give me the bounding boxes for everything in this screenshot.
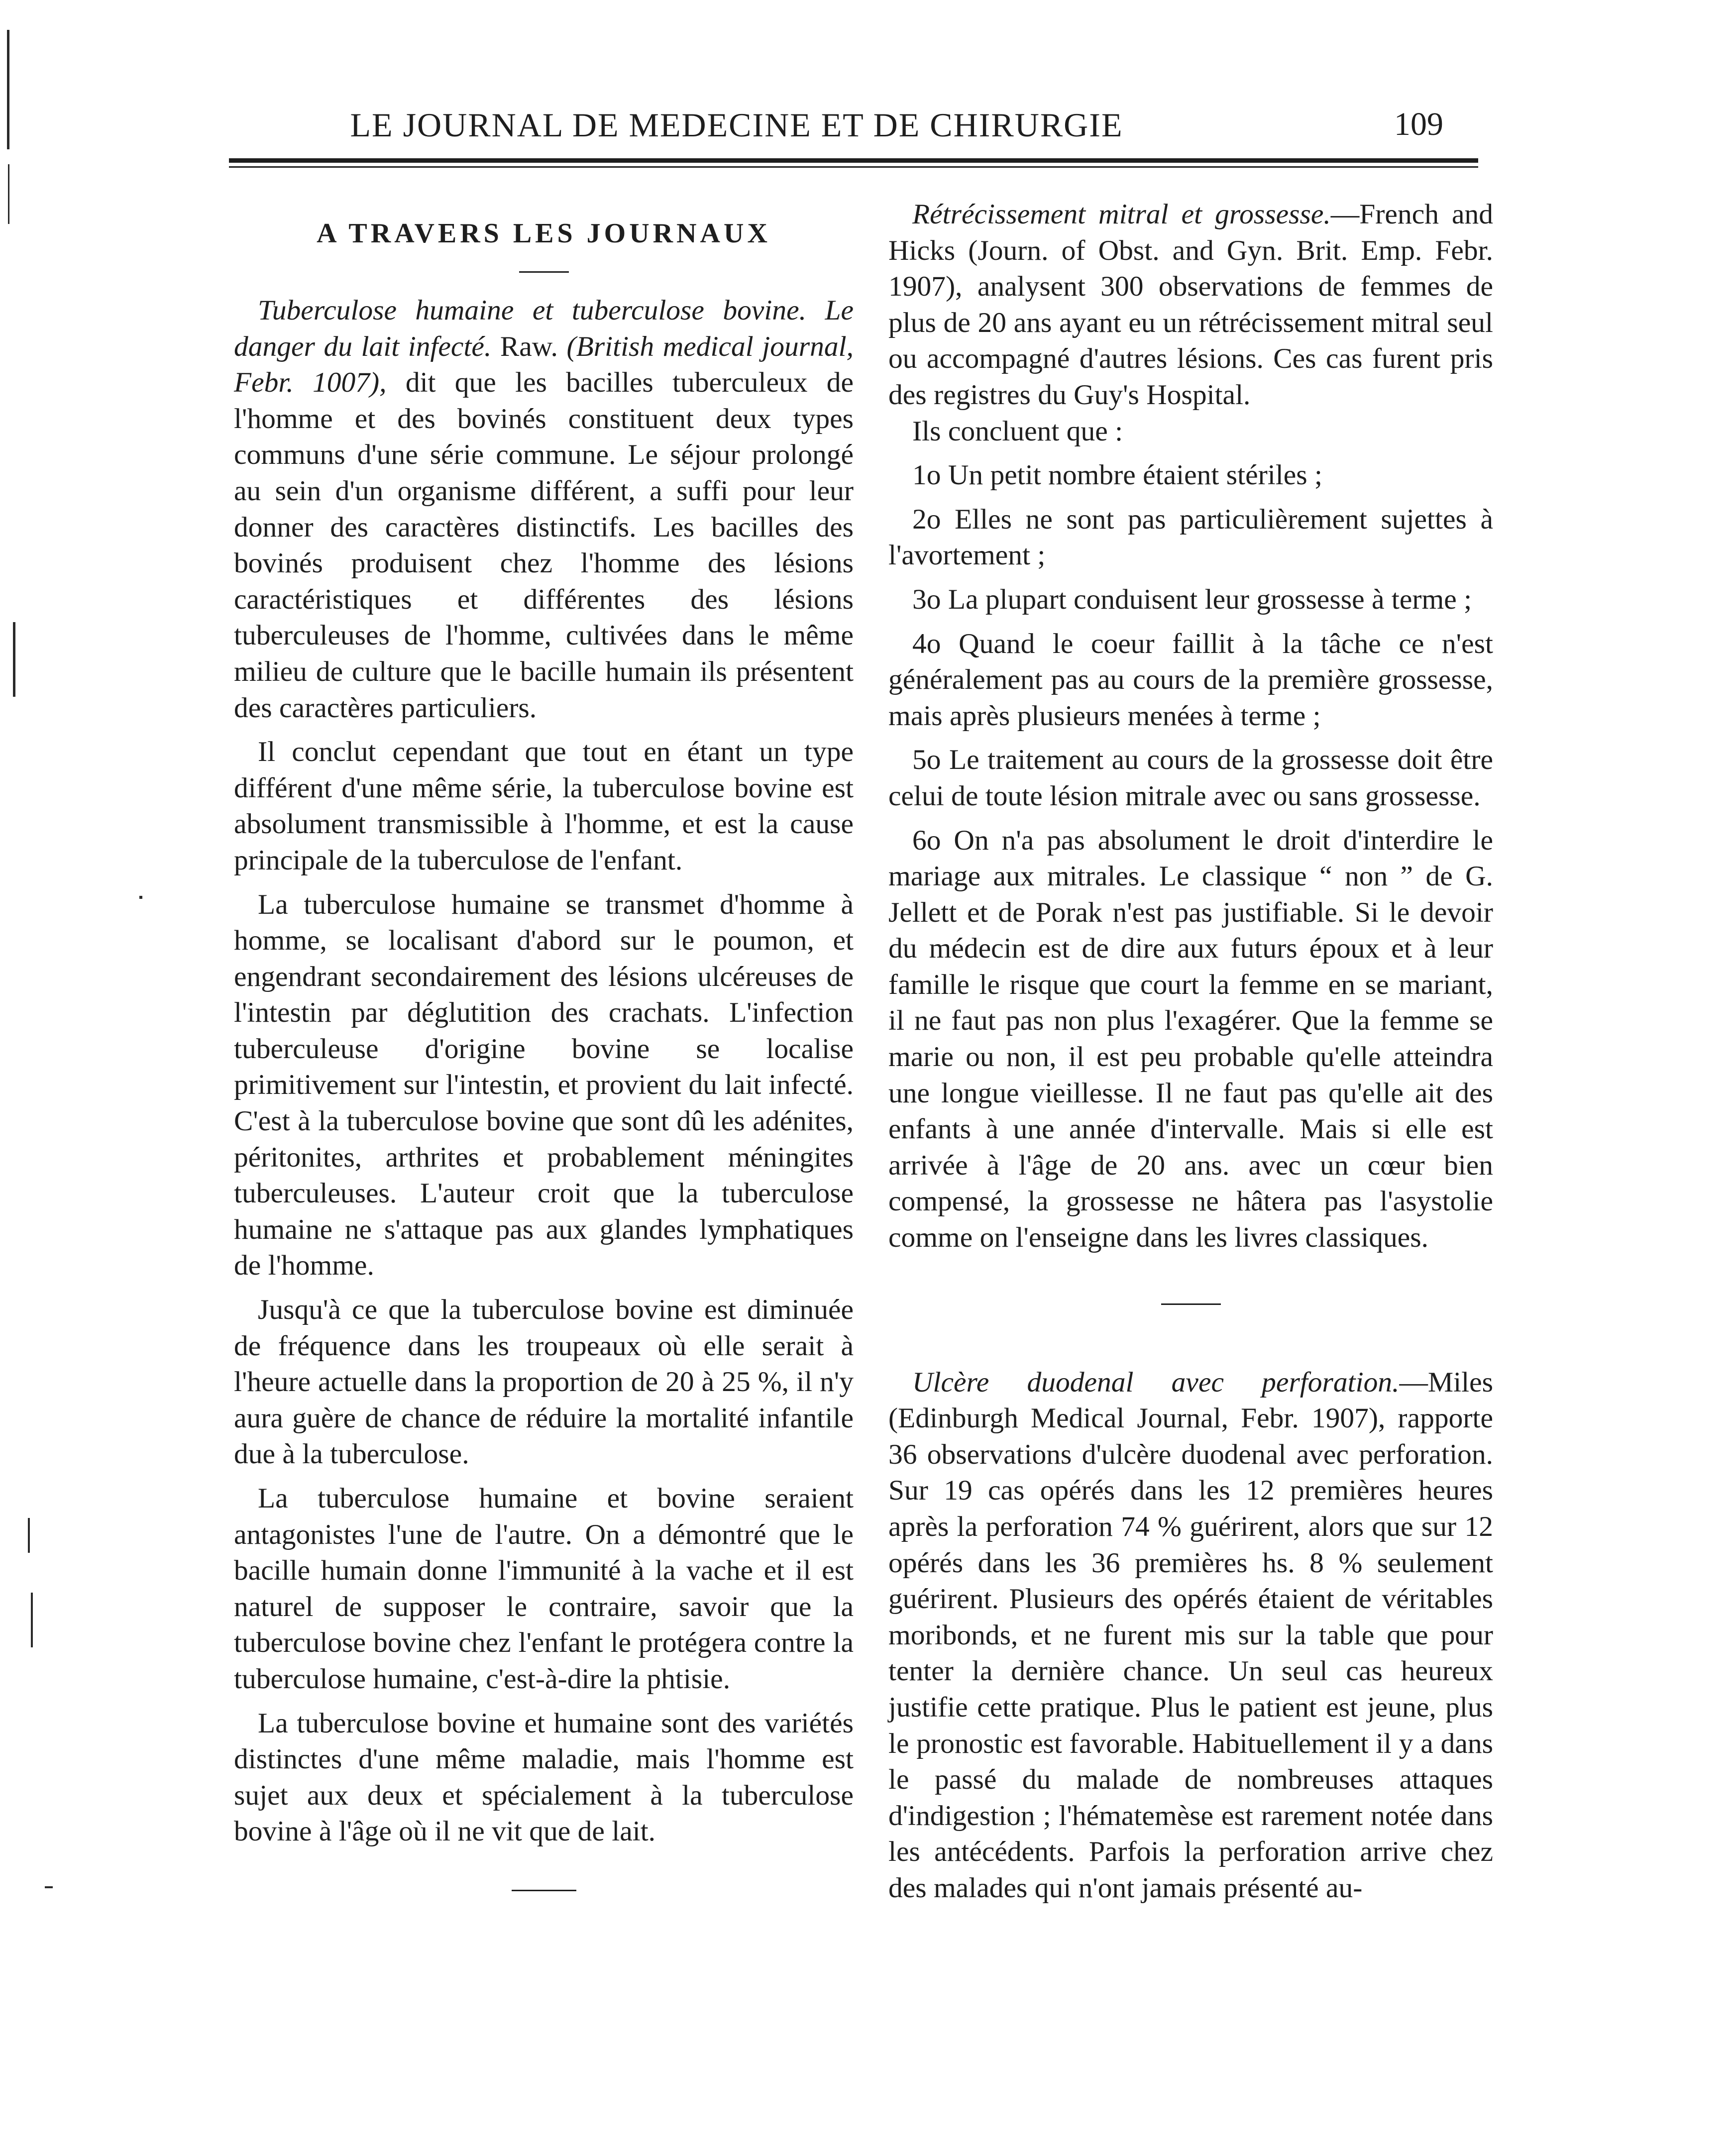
scan-edge-mark — [45, 1886, 53, 1888]
conclusion-item: 6o On n'a pas absolument le droit d'interdire le mariage aux mitrales. Le classique “ non ” de G. Jellett et de Porak n'est pas justifiable. Si le devoir du médecin est de dire aux futurs époux et à leur famille le risque que court la femme en se mariant, il ne faut pas non plus l'exagérer. Que la femme se marie ou non, il est peu probable qu'elle atteindra une longue vieillesse. Il ne faut pas qu'elle ait des enfants à une année d'intervalle. Mais si elle est arrivée à l'âge de 20 ans. avec un cœur bien compensé, la grossesse ne hâtera pas l'asystolie comme on l'enseigne dans les livres classiques. — [888, 824, 1493, 1254]
journal-title: LE JOURNAL DE MEDECINE ET DE CHIRURGIE — [350, 106, 1123, 144]
article-paragraph — [888, 197, 1493, 414]
running-head — [239, 106, 1473, 160]
article-title: Tuberculose humaine et tuberculose bovine. Le danger du lait infecté. — [234, 295, 854, 362]
article-source: (British medical journal, Febr. 1007), — [234, 330, 854, 399]
paragraph-text: —French and Hicks (Journ. of Obst. and Gyn. Brit. Emp. Febr. 1907), analysent 300 observations de femmes de plus de 20 ans ayant eu un rétrécissement mitral seul ou accompagné d'autres lésions. Ces cas furent pris des registres du Guy's Hospital. — [888, 199, 1493, 411]
scan-edge-mark — [13, 622, 15, 697]
article-paragraph — [888, 1365, 1493, 1907]
scan-edge-mark — [28, 1518, 30, 1553]
section-title-rule — [519, 271, 569, 273]
column-end-rule — [512, 1890, 576, 1891]
header-rule-thin — [229, 166, 1478, 168]
left-column — [234, 197, 854, 1891]
article-paragraph: Jusqu'à ce que la tuberculose bovine est diminuée de fréquence dans les troupeaux où elle serait à l'heure actuelle dans la proportion de 20 à 25 %, il n'y aura guère de chance de réduire la mortalité infantile due à la tuberculose. — [234, 1294, 854, 1470]
article-separator-rule — [1161, 1303, 1221, 1305]
scan-edge-mark — [139, 896, 142, 899]
conclusion-item: 3o La plupart conduisent leur grossesse à terme ; — [912, 583, 1472, 615]
article-paragraph: Il conclut cependant que tout en étant un type différent d'une même série, la tuberculose bovine est absolument transmissible à l'homme, et est la cause principale de la tuberculose de l'enfant. — [234, 736, 854, 876]
header-rule-thick — [229, 158, 1478, 163]
scan-edge-mark — [7, 30, 9, 149]
conclusions-lead: Ils concluent que : — [912, 415, 1123, 447]
article-title: Rétrécissement mitral et grossesse. — [912, 199, 1331, 230]
conclusion-item: 4o Quand le coeur faillit à la tâche ce n'est généralement pas au cours de la première grossesse, mais après plusieurs menées à terme ; — [888, 628, 1493, 732]
article-paragraph: La tuberculose humaine se transmet d'homme à homme, se localisant d'abord sur le poumon, et engendrant secondairement des lésions ulcéreuses de l'intestin par déglutition des crachats. L'infection tuberculeuse d'origine bovine se localise primitivement sur l'intestin, et provient du lait infecté. C'est à la tuberculose bovine que sont dû les adénites, péritonites, arthrites et probablement méningites tuberculeuses. L'auteur croit que la tuberculose humaine ne s'attaque pas aux glandes lymphatiques de l'homme. — [234, 888, 854, 1282]
section-title: A TRAVERS LES JOURNAUX — [317, 218, 771, 249]
paragraph-text: dit que les bacilles tuberculeux de l'homme et des bovinés constituent deux types communs d'une série commune. Le séjour prolongé au sein d'un organisme différent, a suffi pour leur donner des caractères distinctifs. Les bacilles des bovinés produisent chez l'homme des lésions caractéristiques et différentes des lésions tuberculeuses de l'homme, cultivées dans le même milieu de culture que le bacille humain ils présentent des caractères particuliers. — [234, 367, 854, 724]
source-lead: Raw. — [500, 330, 558, 362]
article-paragraph: La tuberculose humaine et bovine seraient antagonistes l'une de l'autre. On a démontré que le bacille humain donne l'immunité à la vache et il est naturel de supposer le contraire, savoir que la tuberculose bovine chez l'enfant le protégera contre la tuberculose humaine, c'est-à-dire la phtisie. — [234, 1483, 854, 1695]
conclusion-item: 5o Le traitement au cours de la grossesse doit être celui de toute lésion mitrale avec ou sans grossesse. — [888, 744, 1493, 812]
conclusion-item: 1o Un petit nombre étaient stériles ; — [912, 459, 1322, 491]
article-paragraph — [234, 293, 854, 726]
scan-edge-mark — [8, 164, 9, 224]
scan-edge-mark — [31, 1593, 33, 1647]
page-number: 109 — [1394, 106, 1443, 142]
article-title: Ulcère duodenal avec perforation. — [912, 1366, 1400, 1398]
paragraph-text: —Miles (Edinburgh Medical Journal, Febr. 1907), rapporte 36 observations d'ulcère duodenal avec perforation. Sur 19 cas opérés dans les 12 premières heures après la perforation 74 % guérirent, alors que sur 12 opérés dans les 36 premières hs. 8 % seulement guérirent. Plusieurs des opérés étaient de véritables moribonds, et ne furent mis sur la table que pour tenter la dernière chance. Un seul cas heureux justifie cette pratique. Plus le patient est jeune, plus le pronostic est favorable. Habituellement il y a dans le passé du malade de nombreuses attaques d'indigestion ; l'hématemèse est rarement notée dans les antécédents. Parfois la perforation arrive chez des malades qui n'ont jamais présenté au- — [888, 1366, 1493, 1904]
conclusion-item: 2o Elles ne sont pas particulièrement sujettes à l'avortement ; — [888, 503, 1493, 571]
article-paragraph: La tuberculose bovine et humaine sont des variétés distinctes d'une même maladie, mais l'homme est sujet aux deux et spécialement à la tuberculose bovine à l'âge où il ne vit que de lait. — [234, 1707, 854, 1847]
right-column — [888, 197, 1493, 1907]
